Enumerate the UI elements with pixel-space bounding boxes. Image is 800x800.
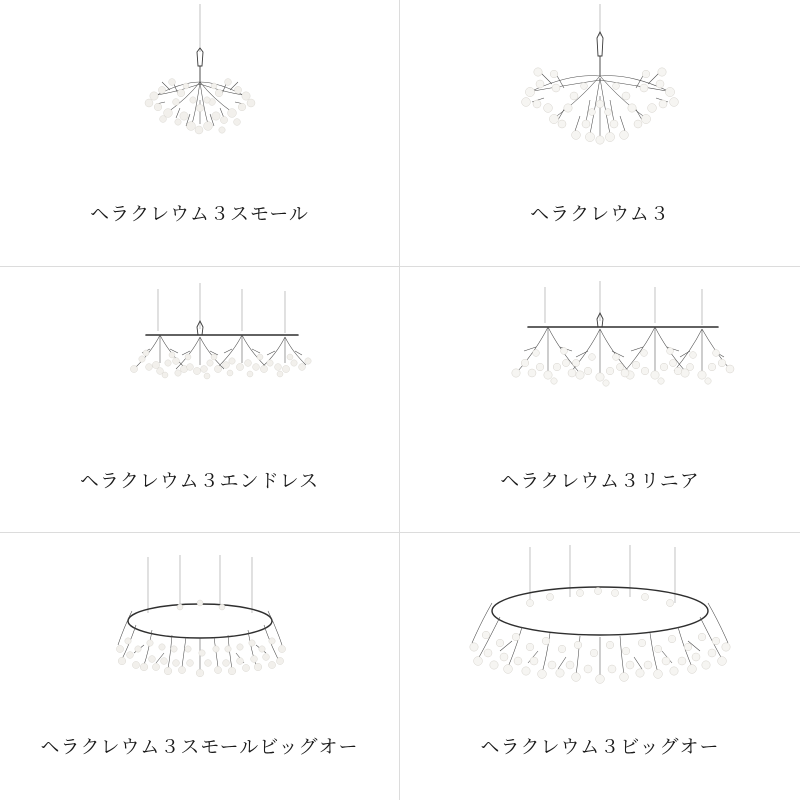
suspension-wires — [158, 283, 285, 333]
product-image-heracleum-3-small-big-o[interactable] — [0, 533, 399, 731]
product-image-heracleum-3-linear[interactable] — [400, 267, 800, 465]
product-image-heracleum-3-big-o[interactable] — [400, 533, 800, 731]
product-card-heracleum-3-linear[interactable] — [400, 267, 800, 534]
product-image-heracleum-3[interactable] — [400, 0, 800, 198]
suspension-wires — [545, 281, 702, 325]
product-image-heracleum-3-small[interactable] — [0, 0, 399, 198]
product-card-heracleum-3[interactable] — [400, 0, 800, 267]
product-caption: ヘラクレウム３エンドレス — [79, 470, 320, 492]
branch-structure — [118, 611, 282, 671]
suspension-wire — [597, 4, 603, 76]
product-caption: ヘラクレウム３スモール — [90, 204, 309, 225]
product-card-heracleum-3-small[interactable] — [0, 0, 400, 267]
leaf-cluster — [512, 347, 734, 386]
product-caption: ヘラクレウム３ — [530, 204, 670, 225]
product-card-heracleum-3-big-o[interactable] — [400, 533, 800, 800]
product-caption: ヘラクレウム３ビッグオー — [480, 737, 720, 759]
leaf-cluster — [145, 79, 255, 134]
product-caption: ヘラクレウム３スモールビッグオー — [40, 737, 359, 759]
branch-structure — [136, 335, 306, 369]
product-card-heracleum-3-endless[interactable] — [0, 267, 400, 534]
product-image-heracleum-3-endless[interactable] — [0, 267, 399, 465]
suspension-wire — [197, 4, 203, 82]
product-caption: ヘラクレウム３リニア — [500, 470, 700, 492]
product-card-heracleum-3-small-big-o[interactable] — [0, 533, 400, 800]
